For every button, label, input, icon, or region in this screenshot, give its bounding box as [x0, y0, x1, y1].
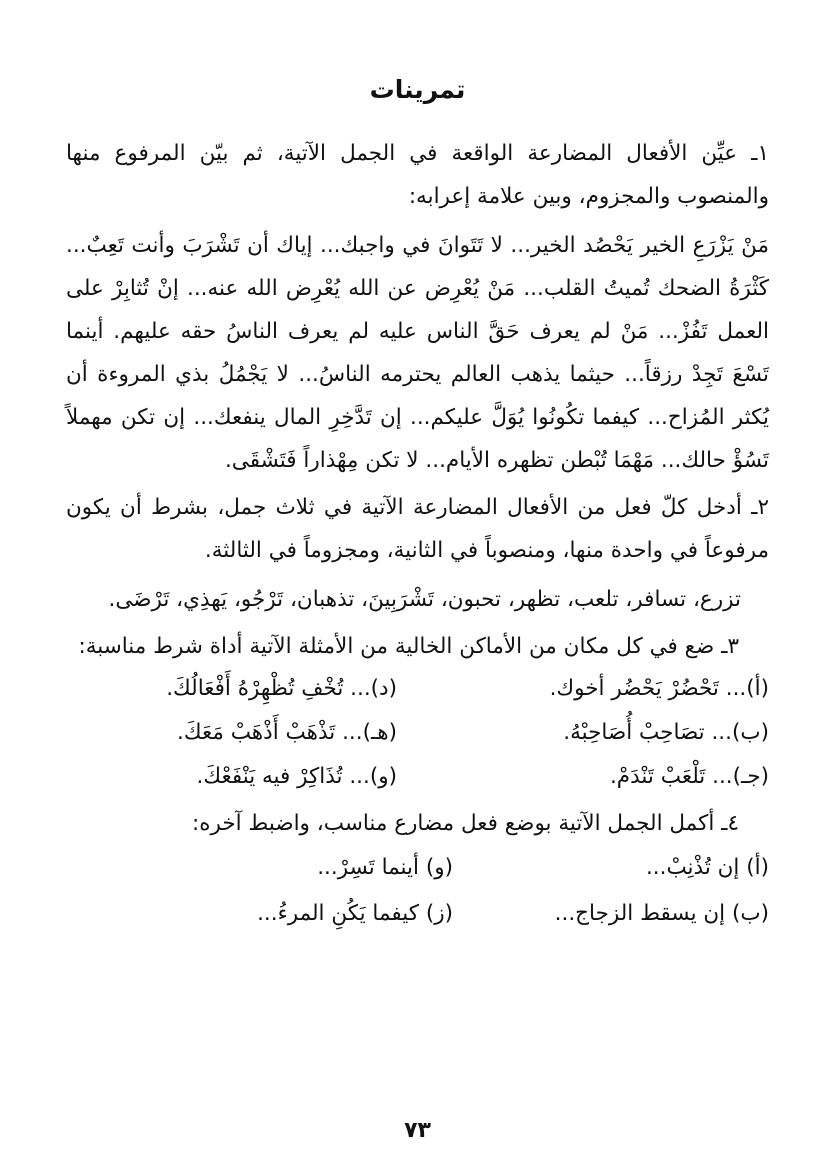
exercise-3-instruction: ٣ـ ضع في كل مكان من الأماكن الخالية من الأمثلة الآتية أداة شرط مناسبة: [78, 634, 739, 659]
exercise-4 [66, 803, 769, 937]
exercise-2-instruction: ٢ـ أدخل كلّ فعل من الأفعال المضارعة الآتية في ثلاث جمل، بشرط أن يكون مرفوعاً في واحدة منها، ومنصوباً في الثانية، ومجزوماً في الثالثة. [66, 495, 769, 563]
exercise-3-items [66, 667, 769, 799]
exercise-1-instruction: ١ـ عيِّن الأفعال المضارعة الواقعة في الجمل الآتية، ثم بيّن المرفوع منها والمنصوب والمجزوم، وبين علامة إعرابه: [66, 141, 769, 209]
exercise-3-item: (و)... تُذَاكِرْ فيه يَنْفَعْكَ. [196, 764, 397, 789]
exercise-1 [66, 132, 769, 482]
exercise-3-item: (هـ)... تَذْهَبْ أَذْهَبْ مَعَكَ. [177, 720, 397, 745]
exercise-2-verbs: تزرع، تسافر، تلعب، تظهر، تحبون، تَشْرَبِينَ، تذهبان، تَرْجُو، يَهذِي، تَرْضَى. [108, 587, 741, 612]
exercise-3 [66, 627, 769, 799]
exercise-4-item: (ز) كيفما يَكُنِ المرءُ... [257, 901, 453, 926]
exercise-4-item: (أ) إن تُذْنِبْ... [645, 855, 769, 880]
exercise-4-instruction: ٤ـ أكمل الجمل الآتية بوضع فعل مضارع مناسب، واضبط آخره: [191, 811, 739, 836]
page-number: ٧٣ [404, 1118, 431, 1143]
exercise-3-item: (أ)... تَحْضُرْ يَحْضُر أخوك. [549, 676, 769, 701]
exercise-1-sentences: مَنْ يَزْرَعِ الخير يَحْصُد الخير... لا تَتَوانَ في واجبك... إياك أن تَشْرَبَ وأنت تَعِبٌ... كَثْرَةُ الضحك تُميتُ القلب... مَنْ يُعْرِض عن الله يُعْرِض الله عنه... إنْ تُثابِرْ على العمل تَفُزْ... مَنْ لم يعرف حَقَّ الناس عليه لم يعرف الناسُ حقه عليهم. أينما تَسْعَ تَجِدْ رزقاً... حيثما يذهب العالم يحترمه الناسُ... لا يَجْمُلُ بذي المروءة أن يُكثر المُزاح... كيفما تكُونُوا يُوَلَّ عليكم... إن تَدَّخِرِ المال ينفعك... إن تكن مهملاً تَسُؤْ حالك... مَهْمَا تُبْطن تظهره الأيام... لا تكن مِهْذاراً فَتَشْقَى. [66, 233, 769, 473]
page-title: تمرينات [369, 75, 466, 104]
exercise-4-item: (ب) إن يسقط الزجاج... [554, 901, 769, 926]
exercise-4-item: (و) أينما تَسِرْ... [317, 855, 453, 880]
exercise-4-items [66, 845, 769, 937]
exercise-3-item: (جـ)... تَلْعَبْ تَنْدَمْ. [609, 764, 769, 789]
exercise-3-item: (د)... تُخْفِ تُظْهِرْهُ أَفْعَالُكَ. [166, 676, 397, 701]
exercise-2 [66, 486, 769, 621]
exercise-3-item: (ب)... تصَاحِبْ أُصَاحِبْهُ. [563, 720, 769, 745]
